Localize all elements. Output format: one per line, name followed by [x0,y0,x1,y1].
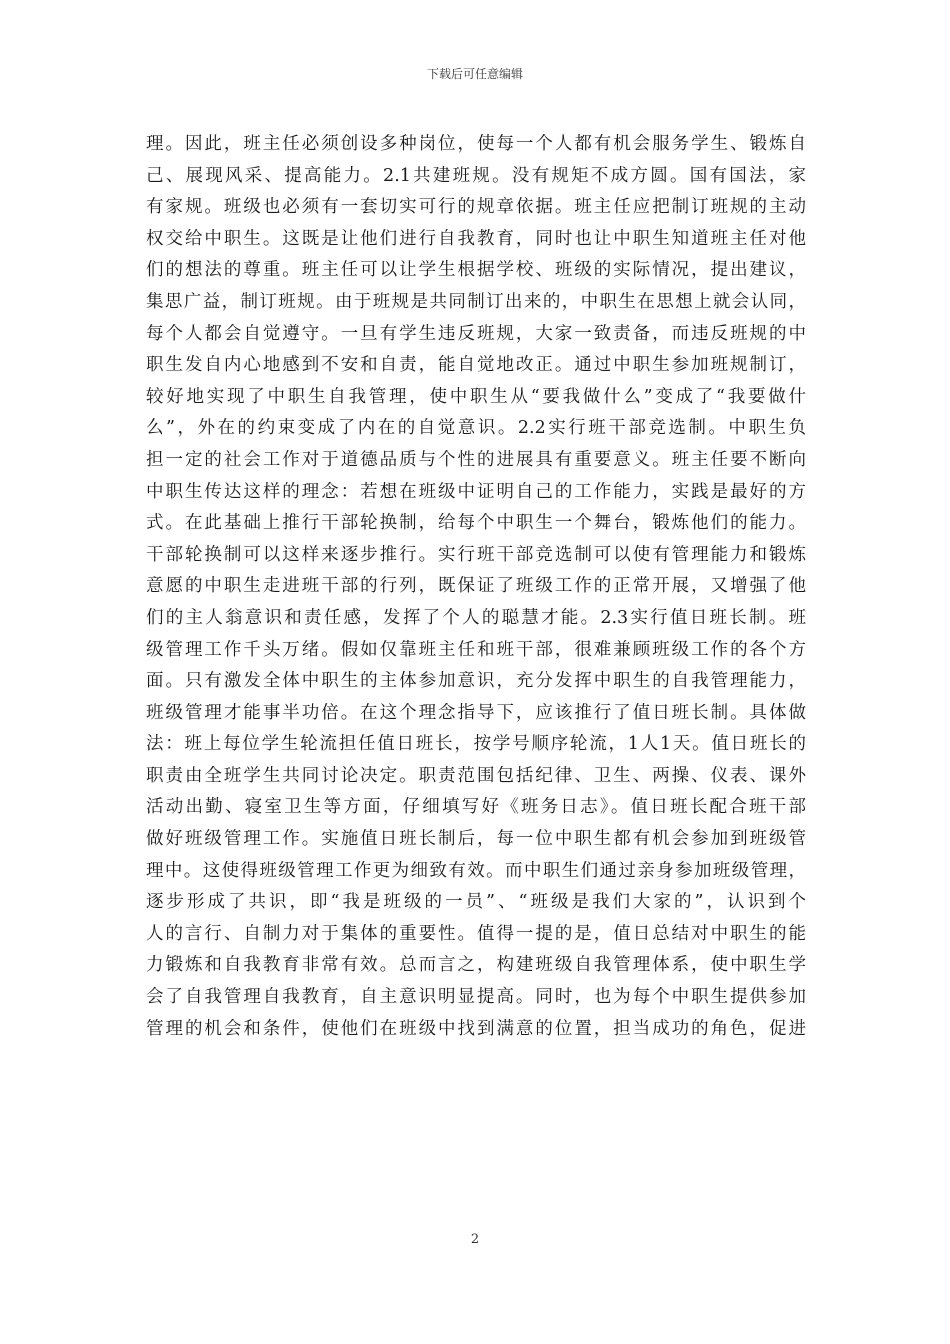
text-line: 集思广益，制订班规。由于班规是共同制订出来的，中职生在思想上就会认同， [146,291,806,312]
body-text [146,129,806,1045]
text-line: 会了自我管理自我教育，自主意识明显提高。同时，也为每个中职生提供参加 [146,987,806,1008]
text-line: 们的想法的尊重。班主任可以让学生根据学校、班级的实际情况，提出建议， [146,260,806,281]
text-line: 管理的机会和条件，使他们在班级中找到满意的位置，担当成功的角色，促进 [146,1018,806,1039]
text-line: 面。只有激发全体中职生的主体参加意识，充分发挥中职生的自我管理能力， [146,671,806,692]
text-line: 级管理工作千头万绪。假如仅靠班主任和班干部，很难兼顾班级工作的各个方 [146,639,806,660]
text-line: 式。在此基础上推行干部轮换制，给每个中职生一个舞台，锻炼他们的能力。 [146,513,806,534]
text-line: 法：班上每位学生轮流担任值日班长，按学号顺序轮流，1人1天。值日班长的 [146,734,806,755]
text-line: 理。因此，班主任必须创设多种岗位，使每一个人都有机会服务学生、锻炼自 [146,134,806,154]
text-line: 中职生传达这样的理念：若想在班级中证明自己的工作能力，实践是最好的方 [146,481,806,502]
text-line: 担一定的社会工作对于道德品质与个性的进展具有重要意义。班主任要不断向 [146,449,806,470]
text-line: 职责由全班学生共同讨论决定。职责范围包括纪律、卫生、两操、仪表、课外 [146,765,806,786]
text-line: 做好班级管理工作。实施值日班长制后，每一位中职生都有机会参加到班级管 [146,829,806,850]
text-line: 意愿的中职生走进班干部的行列，既保证了班级工作的正常开展，又增强了他 [146,576,806,597]
text-line: 干部轮换制可以这样来逐步推行。实行班干部竞选制可以使有管理能力和锻炼 [146,544,806,565]
text-line: 权交给中职生。这既是让他们进行自我教育，同时也让中职生知道班主任对他 [146,228,806,249]
text-line: 班级管理才能事半功倍。在这个理念指导下，应该推行了值日班长制。具体做 [146,702,806,723]
text-line: 理中。这使得班级管理工作更为细致有效。而中职生们通过亲身参加班级管理， [146,860,806,881]
page-header-note: 下载后可任意编辑 [426,67,523,81]
text-line: 么”，外在的约束变成了内在的自觉意识。2.2实行班干部竞选制。中职生负 [146,418,806,439]
text-line: 有家规。班级也必须有一套切实可行的规章依据。班主任应把制订班规的主动 [146,197,806,218]
text-line: 较好地实现了中职生自我管理，使中职生从“要我做什么”变成了“我要做什 [146,386,806,407]
text-line: 逐步形成了共识，即“我是班级的一员”、“班级是我们大家的”，认识到个 [146,892,806,913]
text-line: 职生发自内心地感到不安和自责，能自觉地改正。通过中职生参加班规制订， [146,355,806,376]
text-line: 活动出勤、寝室卫生等方面，仔细填写好《班务日志》。值日班长配合班干部 [146,797,806,818]
text-line: 力锻炼和自我教育非常有效。总而言之，构建班级自我管理体系，使中职生学 [146,955,806,976]
text-line: 每个人都会自觉遵守。一旦有学生违反班规，大家一致责备，而违反班规的中 [146,323,806,344]
text-line: 人的言行、自制力对于集体的重要性。值得一提的是，值日总结对中职生的能 [146,923,806,944]
text-line: 们的主人翁意识和责任感，发挥了个人的聪慧才能。2.3实行值日班长制。班 [146,607,806,628]
text-line: 己、展现风采、提高能力。2.1共建班规。没有规矩不成方圆。国有国法，家 [146,165,806,186]
page-number: 2 [470,1232,480,1247]
